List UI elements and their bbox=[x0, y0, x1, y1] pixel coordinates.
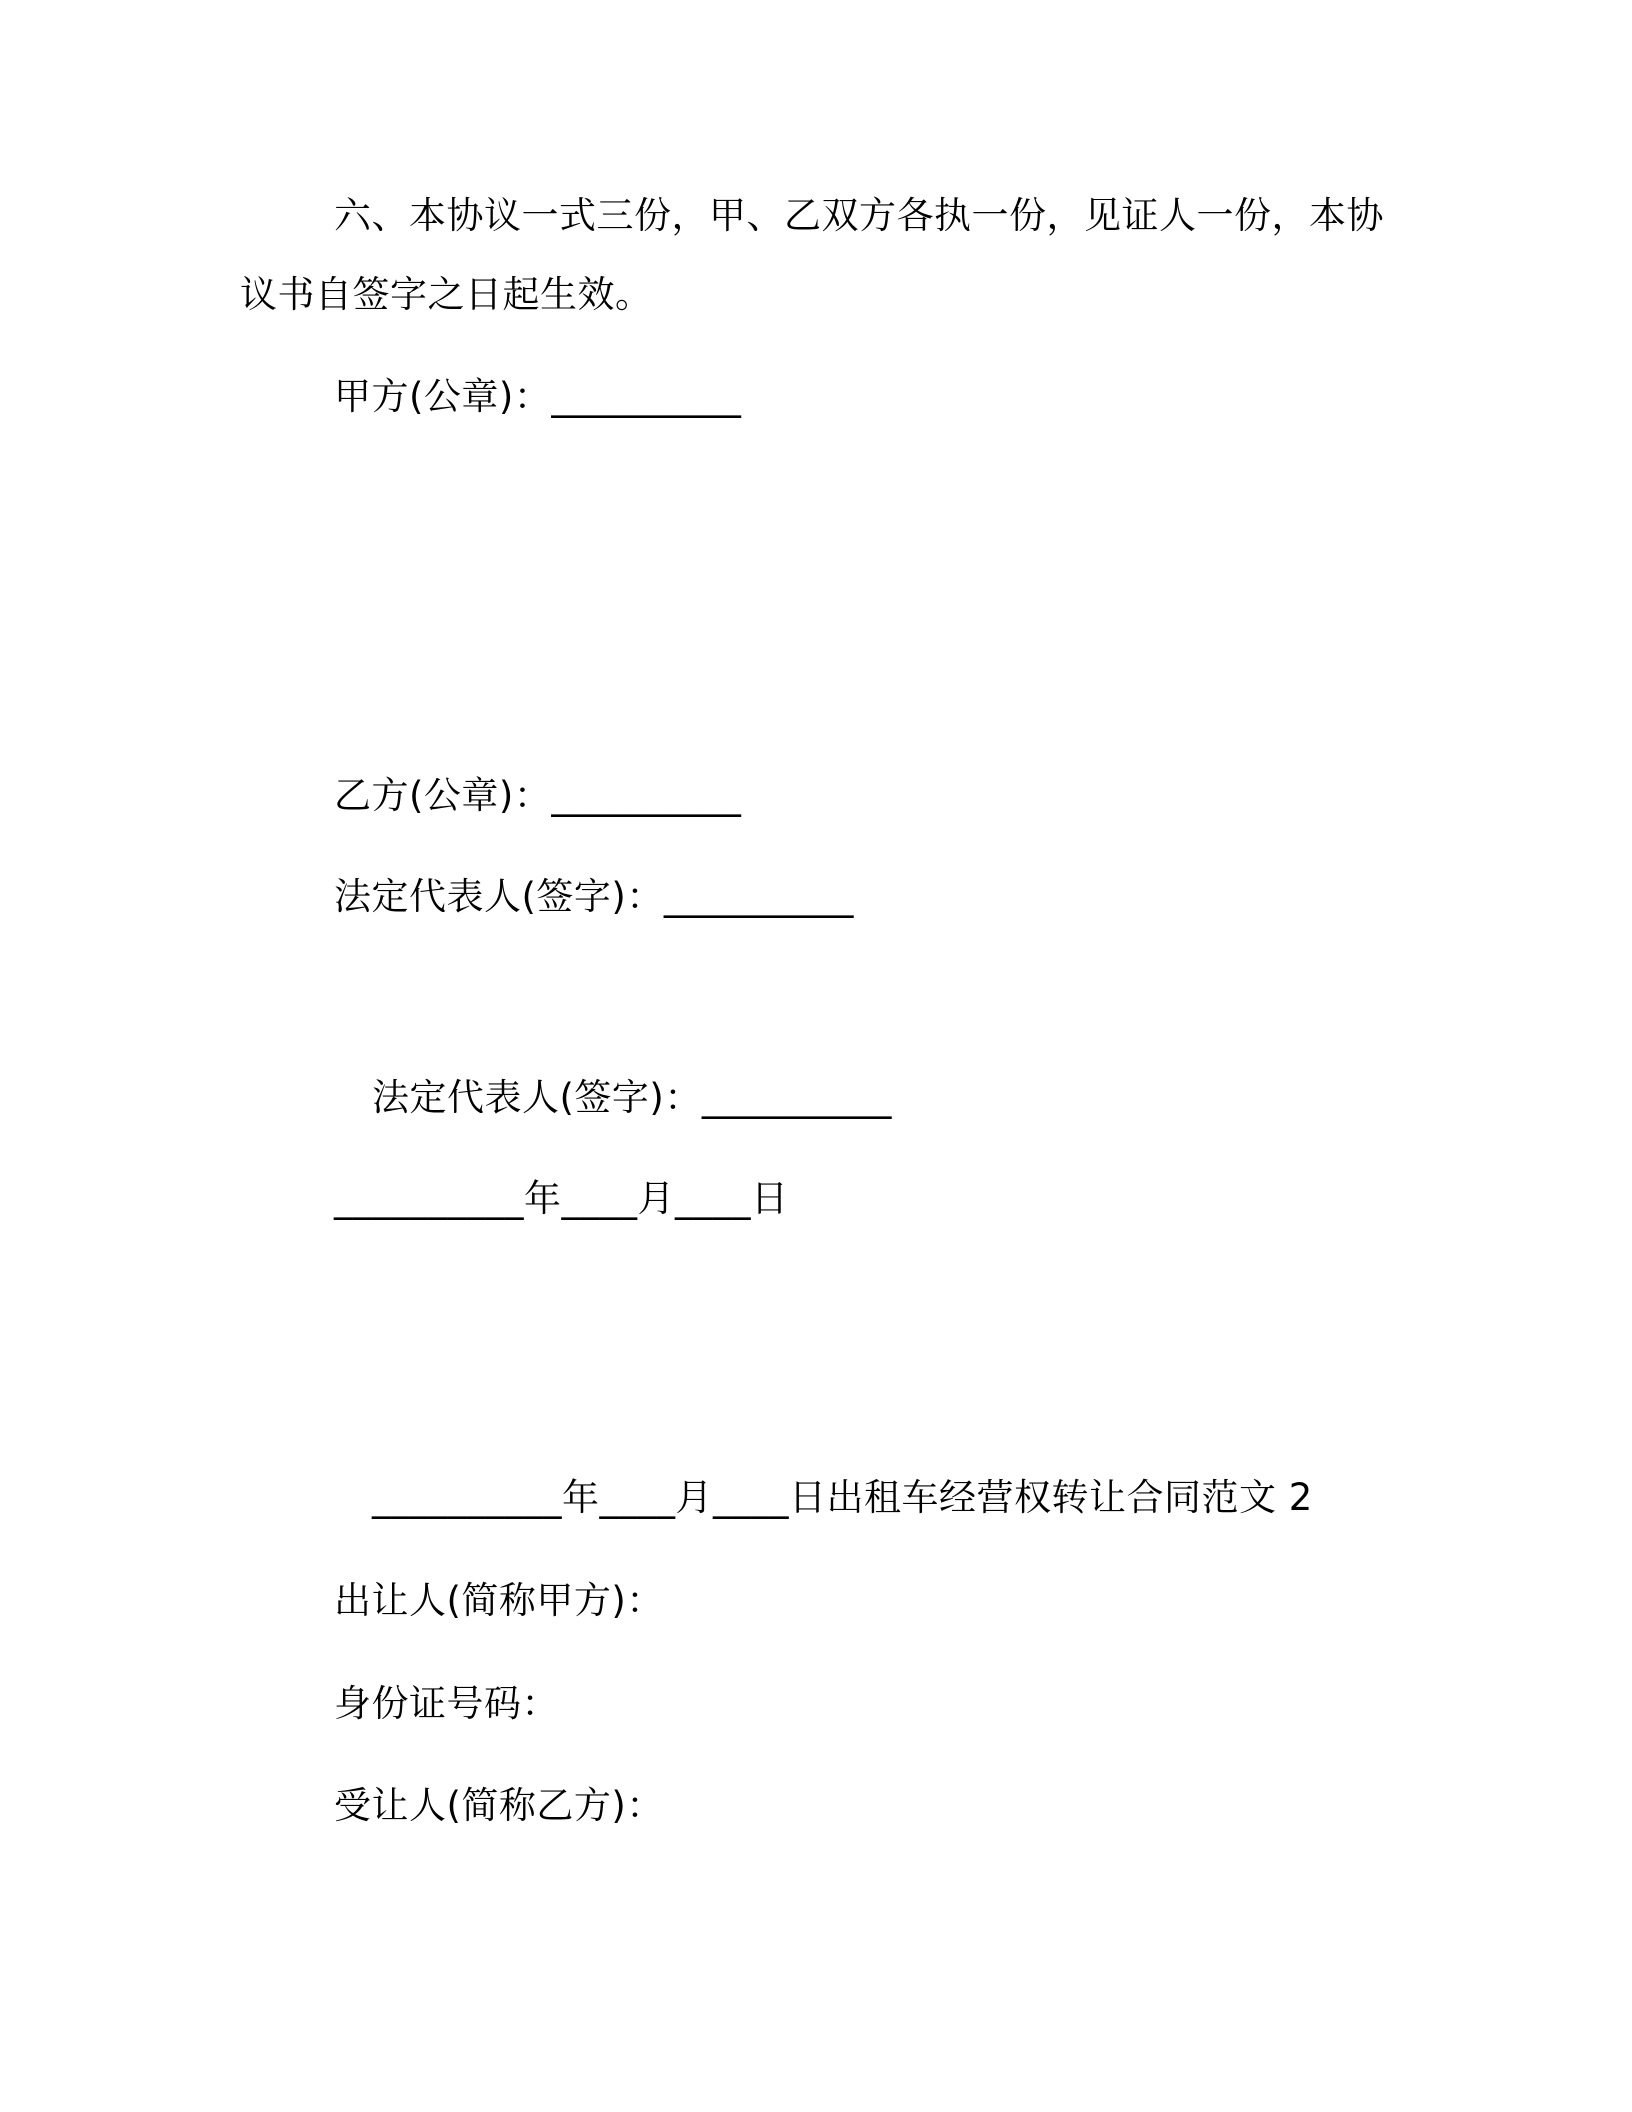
party-b-seal-line: 乙方(公章)：__________ bbox=[334, 774, 742, 817]
transferor-line: 出让人(简称甲方)： bbox=[334, 1579, 664, 1622]
legal-rep-signature-line-2: 法定代表人(签字)：__________ bbox=[372, 1076, 892, 1119]
next-contract-title: __________年____月____日出租车经营权转让合同范文 2 bbox=[372, 1476, 1313, 1519]
legal-rep-signature-line-1: 法定代表人(签字)：__________ bbox=[334, 875, 854, 918]
transferee-line: 受让人(简称乙方)： bbox=[334, 1784, 664, 1827]
clause-6-line-2: 议书自签字之日起生效。 bbox=[240, 273, 653, 316]
date-line: __________年____月____日 bbox=[334, 1177, 789, 1220]
clause-6-line-1: 六、本协议一式三份，甲、乙双方各执一份，见证人一份，本协 bbox=[334, 194, 1384, 237]
id-number-line: 身份证号码： bbox=[334, 1682, 559, 1725]
party-a-seal-line: 甲方(公章)：__________ bbox=[334, 375, 742, 418]
